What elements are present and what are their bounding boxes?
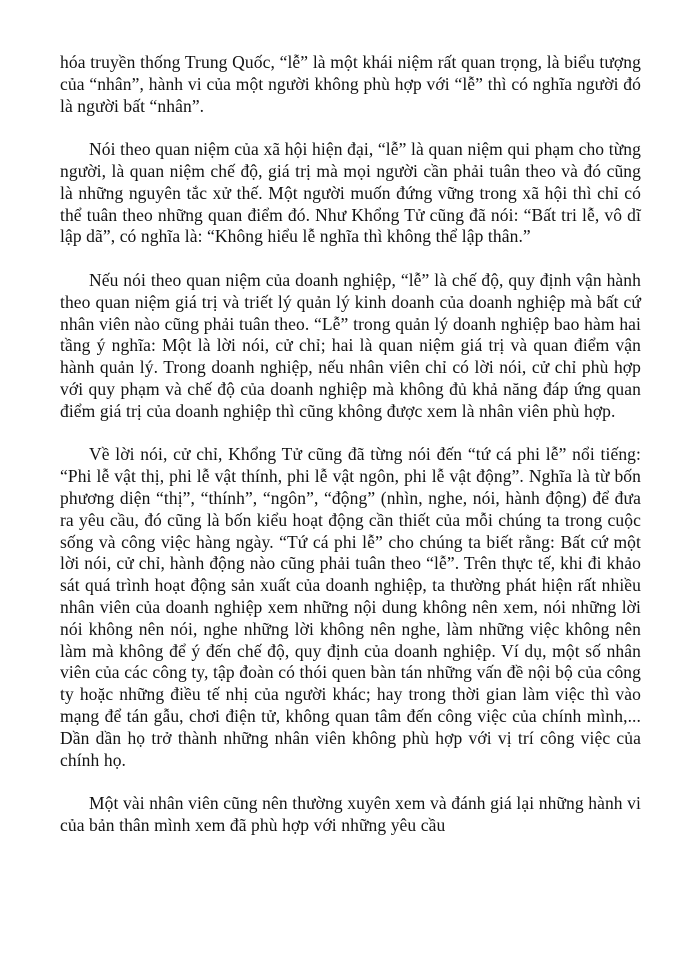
paragraph-enterprise-le: Nếu nói theo quan niệm của doanh nghiệp, “lễ” là chế độ, quy định vận hành theo quan niệm giá trị và triết lý quản lý kinh doanh của doanh nghiệp mà bất cứ nhân viên nào cũng phải tuân theo. “Lễ” trong quản lý doanh nghiệp bao hàm hai tầng ý nghĩa: Một là lời nói, cử chỉ; hai là quan niệm giá trị và quan điểm vận hành quản lý. Trong doanh nghiệp, nếu nhân viên chỉ có lời nói, cử chỉ phù hợp với quy phạm và chế độ của doanh nghiệp mà không đủ khả năng đáp ứng quan điểm giá trị của doanh nghiệp thì cũng không được xem là nhân viên phù hợp. bbox=[60, 269, 641, 421]
page-text-block bbox=[60, 52, 641, 837]
paragraph-self-evaluation: Một vài nhân viên cũng nên thường xuyên xem và đánh giá lại những hành vi của bản thân mình xem đã phù hợp với những yêu cầu bbox=[60, 793, 641, 835]
paragraph-continuation: hóa truyền thống Trung Quốc, “lễ” là một khái niệm rất quan trọng, là biểu tượng của “nhân”, hành vi của một người không phù hợp với “lễ” thì có nghĩa người đó là người bất “nhân”. bbox=[60, 52, 641, 116]
paragraph-modern-society: Nói theo quan niệm của xã hội hiện đại, “lễ” là quan niệm qui phạm cho từng người, là quan niệm chế độ, giá trị mà mọi người cần phải tuân theo và đó cũng là những nguyên tắc xử thế. Một người muốn đứng vững trong xã hội thì chỉ có thể tuân theo những quan điểm đó. Như Khổng Tử cũng đã nói: “Bất tri lễ, vô dĩ lập dã”, có nghĩa là: “Không hiểu lễ nghĩa thì không thể lập thân.” bbox=[60, 139, 641, 247]
paragraph-tu-ca-phi-le: Về lời nói, cử chỉ, Khổng Tử cũng đã từng nói đến “tứ cá phi lễ” nổi tiếng: “Phi lễ vật thị, phi lễ vật thính, phi lễ vật ngôn, phi lễ vật động”. Nghĩa là từ bốn phương diện “thị”, “thính”, “ngôn”, “động” (nhìn, nghe, nói, hành động) để đưa ra yêu cầu, đó cũng là bốn kiểu hoạt động cần thiết của mỗi chúng ta trong cuộc sống và công việc hàng ngày. “Tứ cá phi lễ” cho chúng ta biết rằng: Bất cứ một lời nói, cử chỉ, hành động nào cũng phải tuân theo “lễ”. Trên thực tế, khi đi khảo sát quá trình hoạt động sản xuất của doanh nghiệp, ta thường phát hiện rất nhiều nhân viên của doanh nghiệp xem những nội dung không nên xem, nói những lời nói không nên nói, nghe những lời không nên nghe, làm những việc không nên làm mà không để ý đến chế độ, quy định của doanh nghiệp. Ví dụ, một số nhân viên của các công ty, tập đoàn có thói quen bàn tán những vấn đề nội bộ của công ty hoặc những điều tế nhị của người khác; hay trong thời gian làm việc thì vào mạng để tán gẫu, chơi điện tử, không quan tâm đến công việc của chính mình,... Dần dần họ trở thành những nhân viên không phù hợp với vị trí công việc của chính họ. bbox=[60, 444, 641, 770]
